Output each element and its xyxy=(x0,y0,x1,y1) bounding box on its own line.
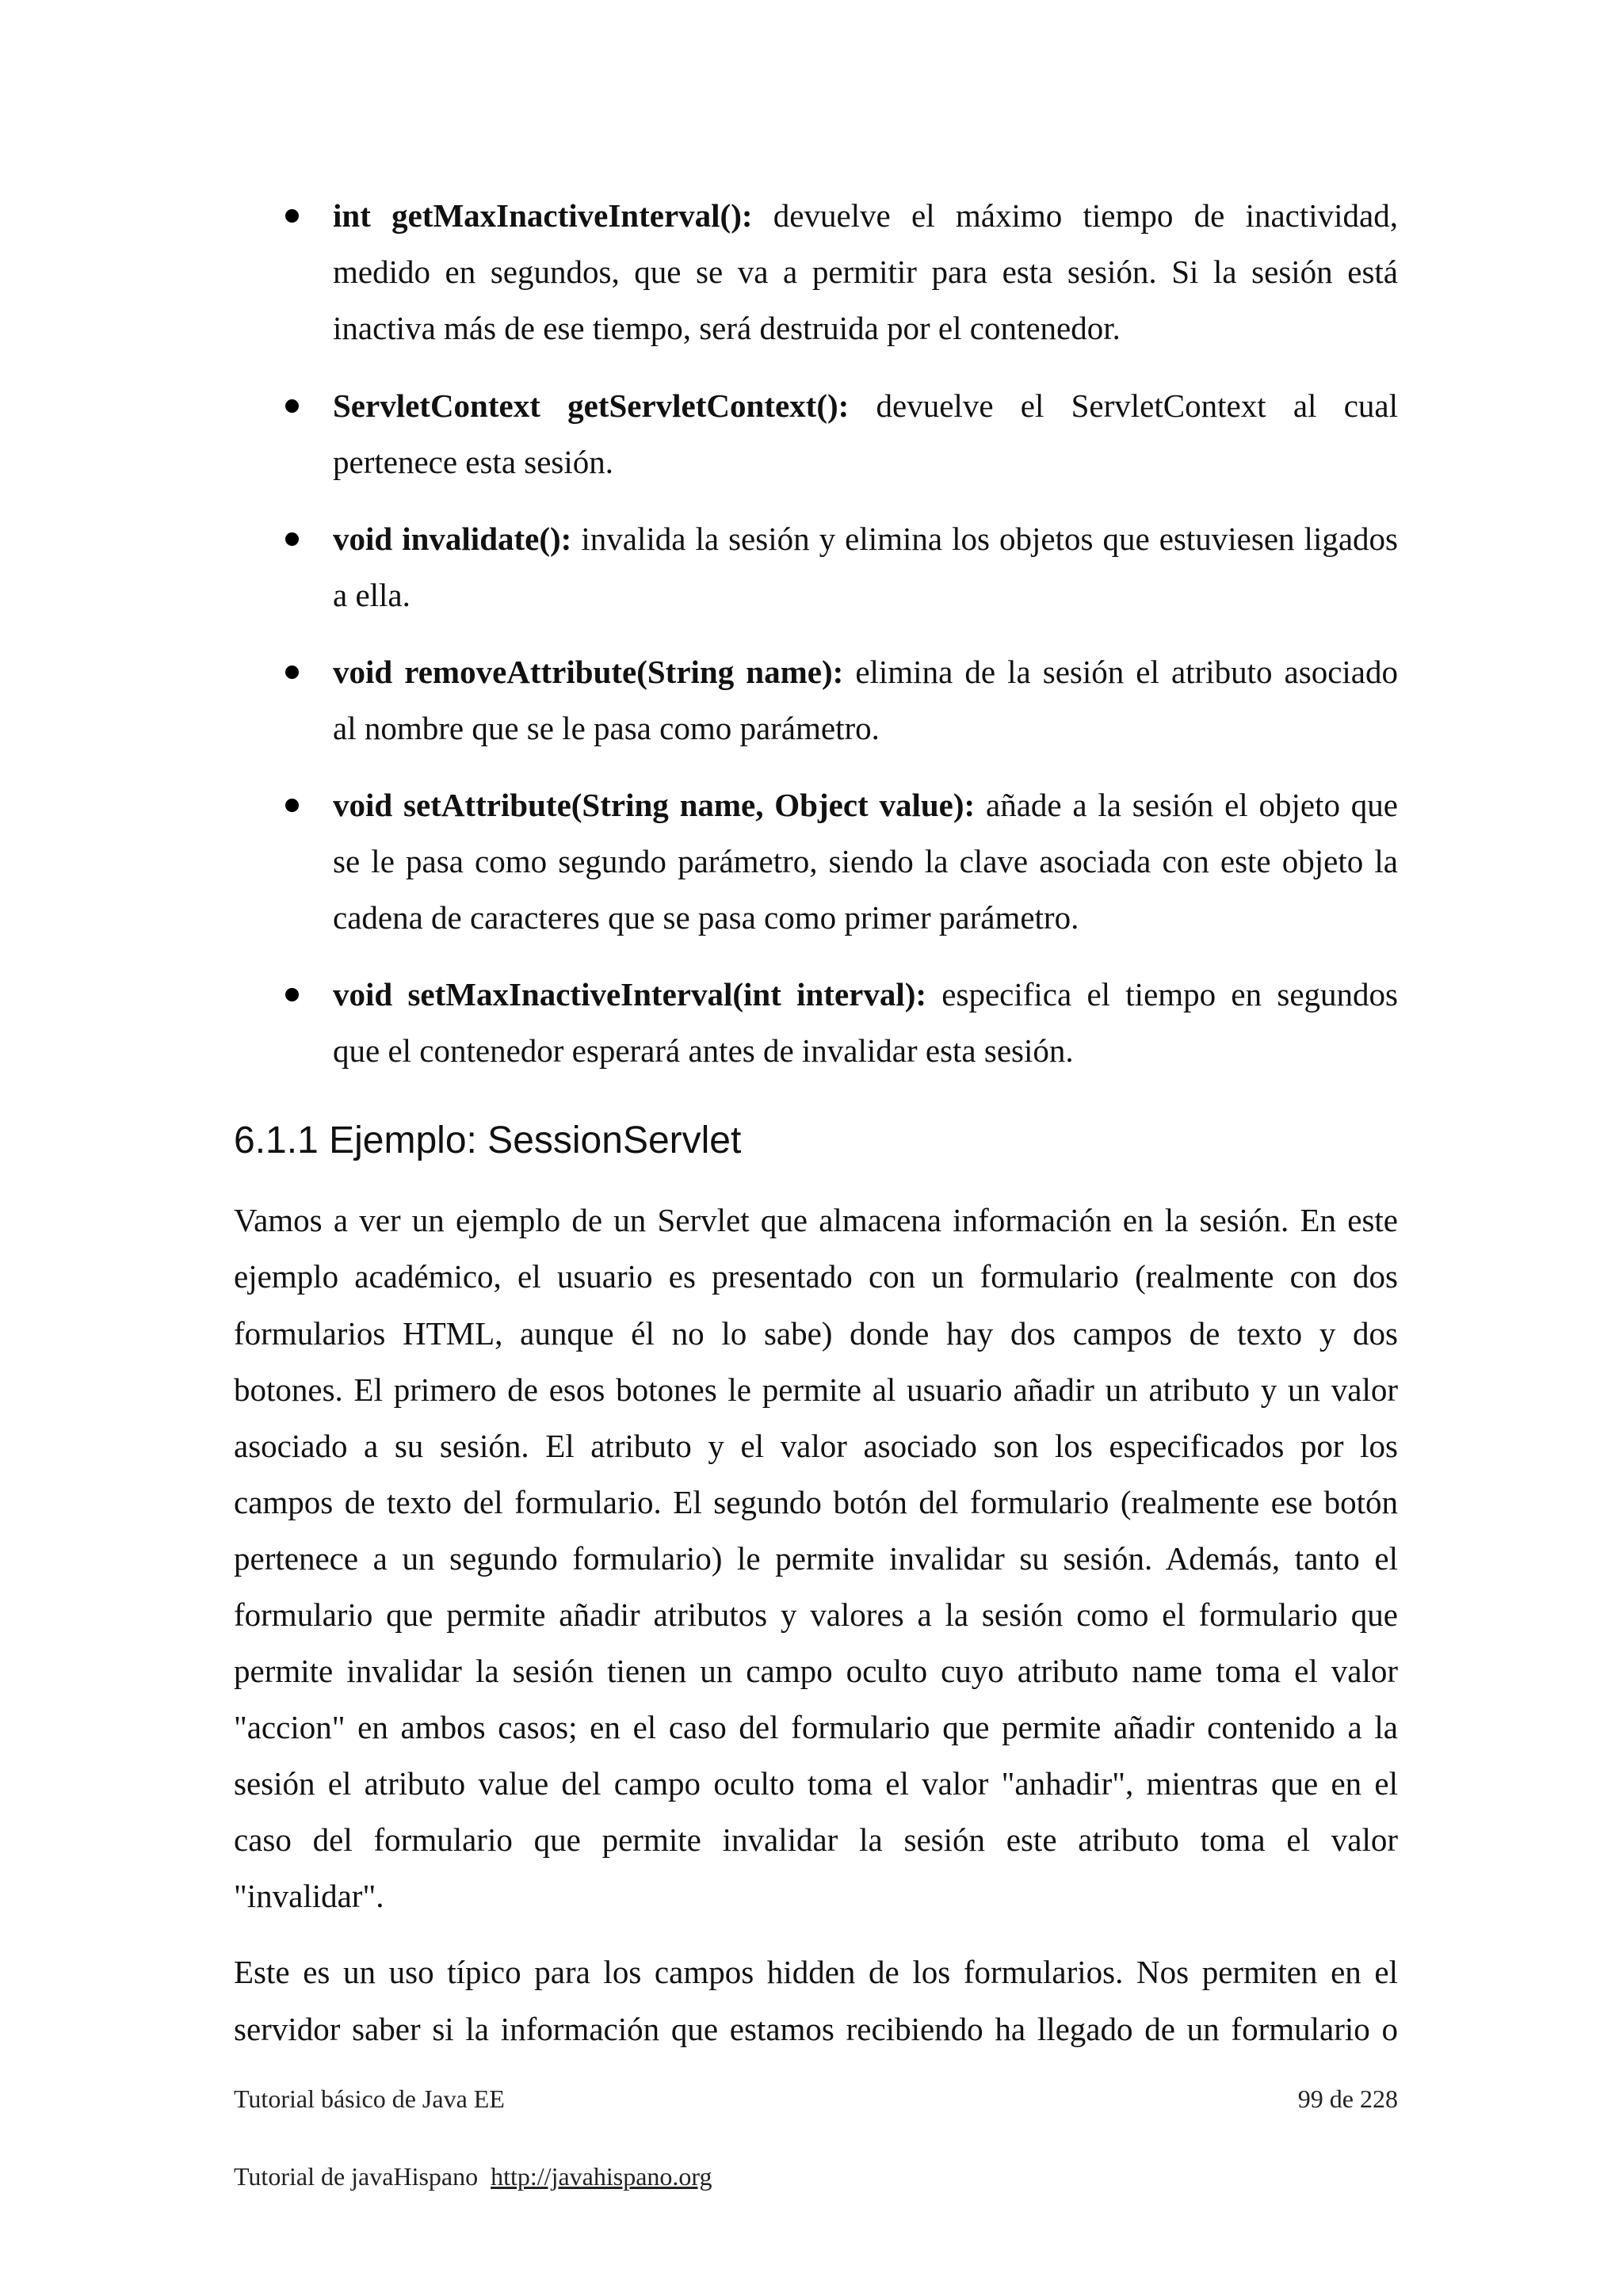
method-description: especifica el tiempo en segundos xyxy=(926,976,1398,1013)
page-number: 99 de 228 xyxy=(1297,2084,1398,2113)
bullet-dot xyxy=(285,532,299,546)
paragraph-line: caso del formulario que permite invalidar la sesión este atributo toma el valor xyxy=(234,1821,1398,1858)
bullet-dot xyxy=(285,399,299,413)
list-item-line: inactiva más de ese tiempo, será destruida por el contenedor. xyxy=(333,310,1121,346)
method-description: devuelve el ServletContext al cual xyxy=(849,387,1398,424)
paragraph-line: Este es un uso típico para los campos hidden de los formularios. Nos permiten en el xyxy=(234,1954,1398,1990)
method-signature: int getMaxInactiveInterval(): xyxy=(333,197,753,234)
list-item-line xyxy=(333,786,1398,824)
bullet-dot xyxy=(285,799,299,812)
list-item-line xyxy=(333,387,1398,425)
method-description: añade a la sesión el objeto que xyxy=(975,787,1398,823)
paragraph-line: asociado a su sesión. El atributo y el valor asociado son los especificados por los xyxy=(234,1428,1398,1464)
paragraph-line: Vamos a ver un ejemplo de un Servlet que almacena información en la sesión. En este xyxy=(234,1202,1398,1238)
list-item-line: a ella. xyxy=(333,577,411,613)
footer-link[interactable]: http://javahispano.org xyxy=(491,2162,712,2191)
method-description: devuelve el máximo tiempo de inactividad, xyxy=(752,197,1398,234)
method-signature: void invalidate(): xyxy=(333,521,572,557)
section-heading: 6.1.1 Ejemplo: SessionServlet xyxy=(234,1119,742,1161)
list-item-line: medido en segundos, que se va a permitir para esta sesión. Si la sesión está xyxy=(333,254,1398,290)
footer-credit xyxy=(234,2161,712,2192)
list-item-line: al nombre que se le pasa como parámetro. xyxy=(333,710,880,746)
paragraph-line: botones. El primero de esos botones le permite al usuario añadir un atributo y un valor xyxy=(234,1371,1398,1408)
list-item-line xyxy=(333,975,1398,1013)
bullet-dot xyxy=(285,988,299,1001)
list-item-line xyxy=(333,653,1398,691)
method-signature: void setMaxInactiveInterval(int interval): xyxy=(333,976,927,1013)
paragraph-line: formularios HTML, aunque él no lo sabe) donde hay dos campos de texto y dos xyxy=(234,1315,1398,1352)
method-description: invalida la sesión y elimina los objetos que estuviesen ligados xyxy=(571,521,1398,557)
method-description: elimina de la sesión el atributo asociado xyxy=(843,654,1398,690)
list-item-line: cadena de caracteres que se pasa como primer parámetro. xyxy=(333,899,1079,936)
method-signature: void removeAttribute(String name): xyxy=(333,654,844,690)
footer-credit-text: Tutorial de javaHispano xyxy=(234,2162,479,2191)
list-item-line: se le pasa como segundo parámetro, siendo la clave asociada con este objeto la xyxy=(333,843,1398,879)
list-item-line xyxy=(333,520,1398,558)
paragraph-line: ejemplo académico, el usuario es presentado con un formulario (realmente con dos xyxy=(234,1258,1398,1295)
paragraph-line: campos de texto del formulario. El segundo botón del formulario (realmente ese botón xyxy=(234,1484,1398,1520)
bullet-dot xyxy=(285,209,299,223)
bullet-dot xyxy=(285,666,299,679)
method-signature: void setAttribute(String name, Object value): xyxy=(333,787,976,823)
paragraph-line: pertenece a un segundo formulario) le permite invalidar su sesión. Además, tanto el xyxy=(234,1540,1398,1577)
paragraph-line: sesión el atributo value del campo oculto toma el valor "anhadir", mientras que en el xyxy=(234,1765,1398,1802)
list-item-line: pertenece esta sesión. xyxy=(333,444,614,480)
list-item-line xyxy=(333,196,1398,235)
method-signature: ServletContext getServletContext(): xyxy=(333,387,850,424)
paragraph-line: "accion" en ambos casos; en el caso del formulario que permite añadir contenido a la xyxy=(234,1709,1398,1745)
paragraph-line: servidor saber si la información que estamos recibiendo ha llegado de un formulario o xyxy=(234,2011,1398,2047)
paragraph-line: "invalidar". xyxy=(234,1878,384,1914)
footer-title: Tutorial básico de Java EE xyxy=(234,2084,505,2113)
paragraph-line: formulario que permite añadir atributos y valores a la sesión como el formulario que xyxy=(234,1596,1398,1633)
paragraph-line: permite invalidar la sesión tienen un campo oculto cuyo atributo name toma el valor xyxy=(234,1653,1398,1689)
list-item-line: que el contenedor esperará antes de invalidar esta sesión. xyxy=(333,1032,1074,1069)
